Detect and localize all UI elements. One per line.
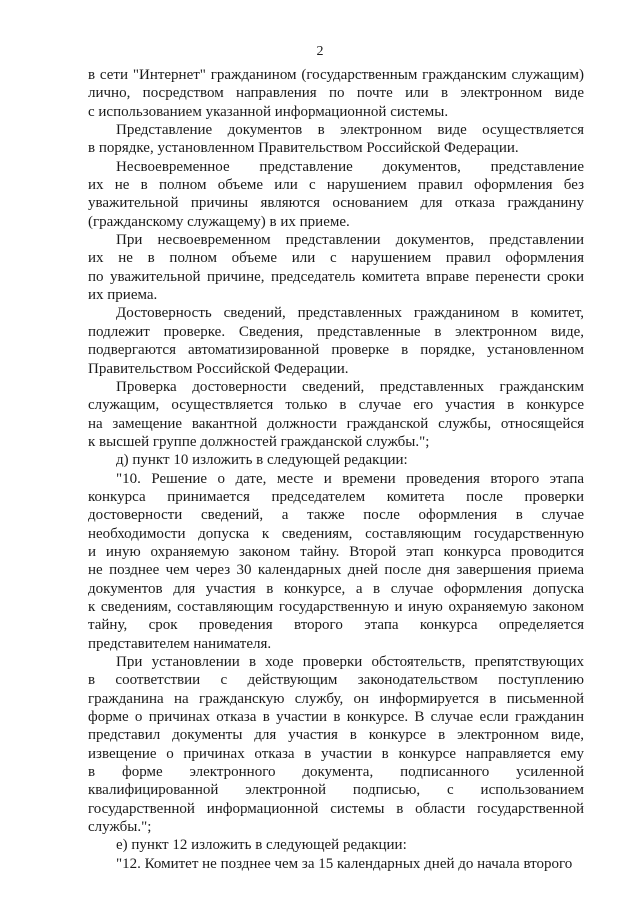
text-line: к сведениям, составляющим государственную и иную охраняемую законом	[88, 598, 584, 615]
text-line: тайну, срок проведения второго этапа конкурса определяется	[88, 617, 584, 634]
paragraph	[88, 304, 584, 377]
page-number: 2	[316, 44, 324, 59]
text-line: представителем нанимателя.	[88, 635, 272, 652]
paragraph	[88, 231, 584, 304]
text-line: форме о причинах отказа в участии в конкурсе. В случае если гражданин	[88, 709, 584, 726]
text-line: извещение о причинах отказа в участии в конкурсе направляется ему	[88, 745, 584, 762]
text-line: в соответствии с действующим законодательством поступлению	[88, 672, 584, 689]
paragraph	[88, 121, 584, 158]
text-line: не позднее чем через 30 календарных дней после дня завершения приема	[88, 562, 584, 579]
text-line: служащим, осуществляется только в случае его участия в конкурсе	[88, 397, 584, 414]
text-line: квалифицированной электронной подписью, с использованием	[88, 782, 584, 799]
text-line: д) пункт 10 изложить в следующей редакции:	[116, 452, 408, 469]
text-line: документов для участия в конкурсе, а в случае оформления допуска	[88, 580, 584, 597]
text-line: к высшей группе должностей гражданской службы.";	[88, 433, 430, 450]
text-line: При установлении в ходе проверки обстоятельств, препятствующих	[116, 654, 584, 670]
text-line: Достоверность сведений, представленных гражданином в комитет,	[116, 305, 584, 322]
text-line: с использованием указанной информационной системы.	[88, 103, 449, 120]
paragraph	[88, 378, 584, 451]
text-line: и иную охраняемую законом тайну. Второй этап конкурса проводится	[88, 543, 584, 560]
paragraph	[88, 470, 584, 653]
document-body	[88, 66, 584, 873]
text-line: Несвоевременное представление документов, представление	[116, 158, 584, 175]
paragraph	[88, 836, 584, 854]
text-line: уважительной причины являются основанием для отказа гражданину	[88, 195, 584, 212]
text-line: их приема.	[88, 287, 158, 304]
paragraph	[88, 158, 584, 231]
text-line: подлежит проверке. Сведения, представленные в электронном виде,	[88, 323, 584, 340]
text-line: конкурса принимается председателем комитета после проверки	[88, 488, 584, 505]
text-line: представил документы для участия в конкурсе в электронном виде,	[88, 727, 584, 744]
text-line: достоверности сведений, а также после оформления в случае	[88, 507, 584, 524]
text-line: При несвоевременном представлении документов, представлении	[116, 232, 584, 249]
text-line: в сети "Интернет" гражданином (государственным гражданским служащим)	[88, 67, 584, 83]
text-line: их не в полном объеме или с нарушением правил оформления	[88, 250, 584, 267]
text-line: "12. Комитет не позднее чем за 15 календарных дней до начала второго	[116, 855, 573, 872]
text-line: в форме электронного документа, подписанного усиленной	[88, 764, 584, 781]
text-line: е) пункт 12 изложить в следующей редакции:	[116, 837, 407, 854]
text-line: их не в полном объеме или с нарушением правил оформления без	[88, 177, 584, 194]
text-line: Проверка достоверности сведений, представленных гражданским	[116, 378, 584, 395]
text-line: службы.";	[88, 819, 152, 836]
paragraph	[88, 451, 584, 469]
text-line: государственной информационной системы в области государственной	[88, 800, 584, 817]
text-line: подвергаются автоматизированной проверке в порядке, установленном	[88, 342, 584, 359]
text-line: лично, посредством направления по почте или в электронном виде	[88, 85, 584, 102]
text-line: "10. Решение о дате, месте и времени проведения второго этапа	[116, 470, 584, 487]
text-line: Представление документов в электронном виде осуществляется	[116, 122, 584, 139]
paragraph	[88, 653, 584, 836]
text-line: Правительством Российской Федерации.	[88, 360, 349, 377]
paragraph	[88, 855, 584, 873]
paragraph	[88, 66, 584, 121]
text-line: в порядке, установленном Правительством Российской Федерации.	[88, 140, 519, 157]
text-line: по уважительной причине, председатель комитета вправе перенести сроки	[88, 268, 584, 285]
text-line: гражданина на гражданскую службу, он информируется в письменной	[88, 690, 584, 707]
text-line: (гражданскому служащему) в их приеме.	[88, 213, 350, 230]
text-line: на замещение вакантной должности гражданской службы, относящейся	[88, 415, 584, 432]
text-line: необходимости допуска к сведениям, составляющим государственную	[88, 525, 584, 542]
